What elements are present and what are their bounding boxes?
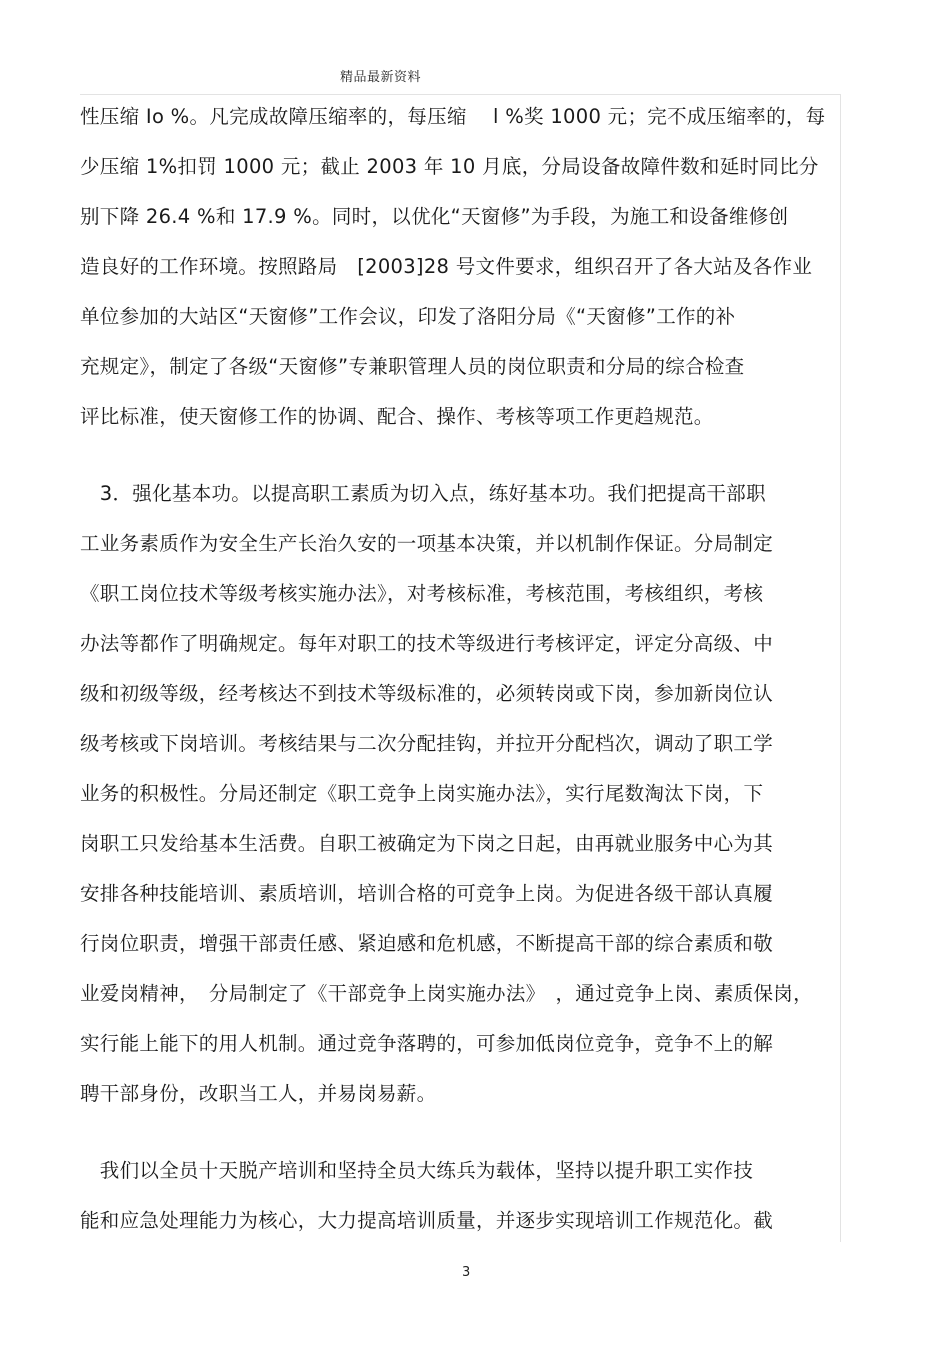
text-line: 充规定》，制定了各级“天窗修”专兼职管理人员的岗位职责和分局的综合检查 (80, 355, 745, 378)
text-line: 评比标准，使天窗修工作的协调、配合、操作、考核等项工作更趋规范。 (80, 405, 714, 428)
text-line: 少压缩 1%扣罚 1000 元；截止 2003 年 10 月底，分局设备故障件数和延时同比分 (80, 155, 819, 178)
text-line: 我们以全员十天脱产培训和坚持全员大练兵为载体，坚持以提升职工实作技 (80, 1159, 754, 1182)
text-line: 行岗位职责，增强干部责任感、紧迫感和危机感，不断提高干部的综合素质和敬 (80, 932, 774, 955)
text-line: 安排各种技能培训、素质培训，培训合格的可竞争上岗。为促进各级干部认真履 (80, 882, 774, 905)
text-line: 业爱岗精神， 分局制定了《干部竞争上岗实施办法》 ，通过竞争上岗、素质保岗， (80, 982, 813, 1005)
text-line: 性压缩 Io %。凡完成故障压缩率的，每压缩 l %奖 1000 元；完不成压缩率的，每 (80, 105, 826, 128)
text-line: 办法等都作了明确规定。每年对职工的技术等级进行考核评定，评定分高级、中 (80, 632, 774, 655)
frame-line-top (80, 94, 841, 95)
text-line: 业务的积极性。分局还制定《职工竞争上岗实施办法》，实行尾数淘汰下岗，下 (80, 782, 764, 805)
text-line: 级和初级等级，经考核达不到技术等级标准的，必须转岗或下岗，参加新岗位认 (80, 682, 774, 705)
header-label: 精品最新资料 (340, 70, 422, 85)
text-line: 《职工岗位技术等级考核实施办法》，对考核标准，考核范围，考核组织，考核 (80, 582, 764, 605)
frame-line-right (840, 94, 841, 1242)
text-line: 工业务素质作为安全生产长治久安的一项基本决策，并以机制作保证。分局制定 (80, 532, 774, 555)
text-line: 3．强化基本功。以提高职工素质为切入点，练好基本功。我们把提高干部职 (80, 482, 766, 505)
page-number: 3 (462, 1265, 471, 1280)
text-line: 造良好的工作环境。按照路局 [2003]28 号文件要求，组织召开了各大站及各作业 (80, 255, 813, 278)
text-line: 岗职工只发给基本生活费。自职工被确定为下岗之日起，由再就业服务中心为其 (80, 832, 774, 855)
text-line: 聘干部身份，改职当工人，并易岗易薪。 (80, 1082, 437, 1105)
text-line: 实行能上能下的用人机制。通过竞争落聘的，可参加低岗位竞争，竞争不上的解 (80, 1032, 774, 1055)
text-line: 别下降 26.4 %和 17.9 %。同时，以优化“天窗修”为手段，为施工和设备维修创 (80, 205, 789, 228)
text-line: 单位参加的大站区“天窗修”工作会议，印发了洛阳分局《“天窗修”工作的补 (80, 305, 736, 328)
text-line: 级考核或下岗培训。考核结果与二次分配挂钩，并拉开分配档次，调动了职工学 (80, 732, 774, 755)
text-line: 能和应急处理能力为核心，大力提高培训质量，并逐步实现培训工作规范化。截 (80, 1209, 774, 1232)
